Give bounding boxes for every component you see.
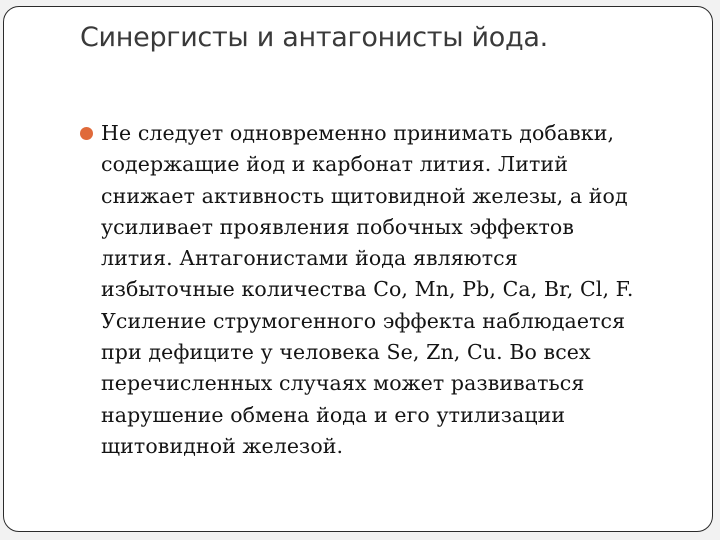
bullet-dot-icon xyxy=(80,127,93,140)
slide-title: Синергисты и антагонисты йода. xyxy=(80,22,548,53)
bullet-text: Не следует одновременно принимать добавки, содержащие йод и карбонат лития. Литий снижает активность щитовидной железы, а йод усиливает проявления побочных эффектов лития. Антагонистами йода являются избыточные количества Co, Mn, Pb, Ca, Br, Cl, F. Усиление струмогенного эффекта наблюдается при дефиците у человека Se, Zn, Cu. Во всех перечисленных случаях может развиваться нарушение обмена йода и его утилизации щитовидной железой. xyxy=(101,121,634,458)
